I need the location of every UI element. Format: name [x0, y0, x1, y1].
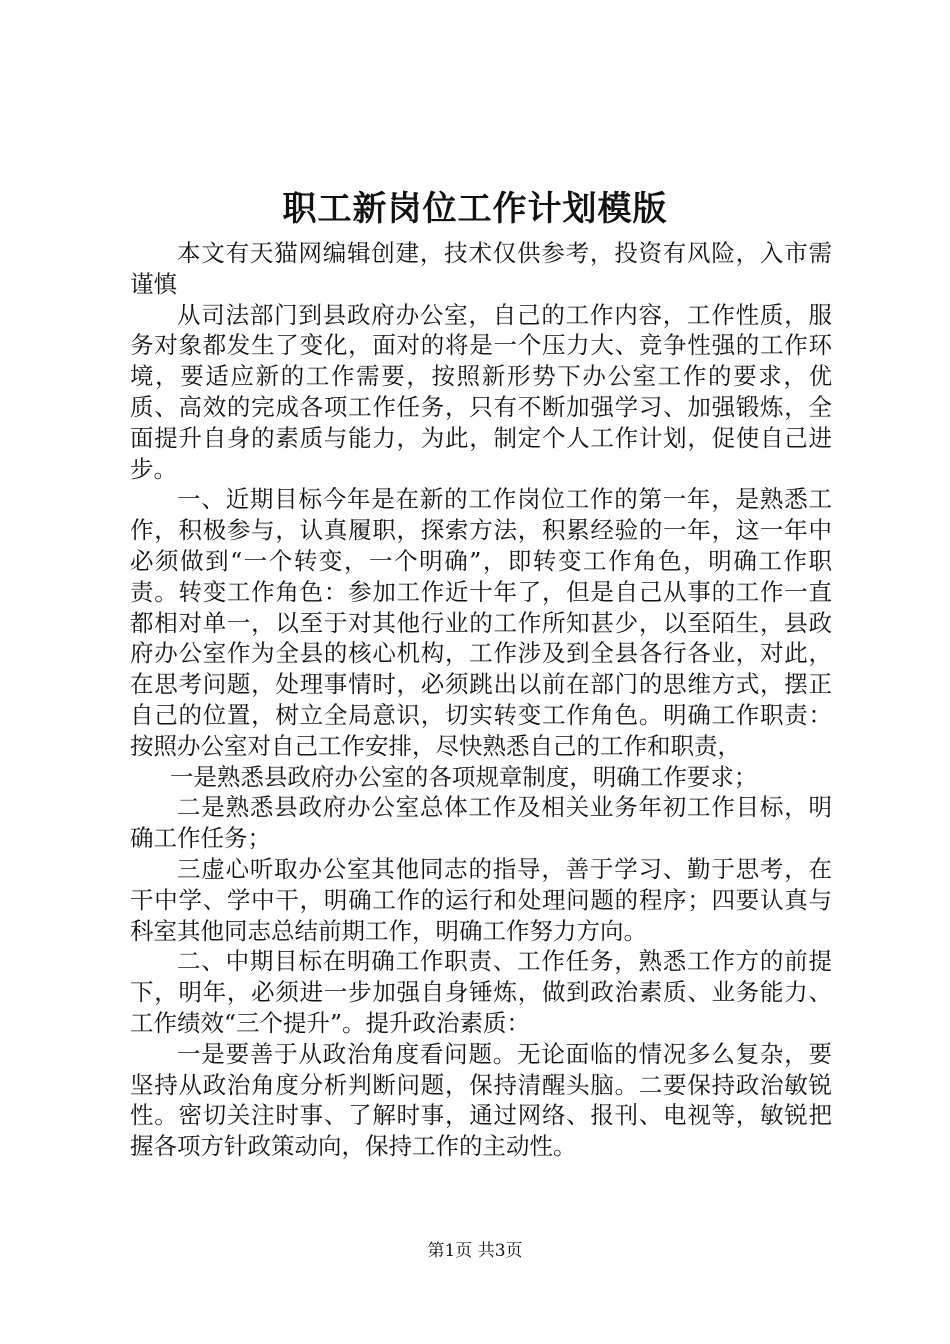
paragraph: 从司法部门到县政府办公室，自己的工作内容，工作性质，服务对象都发生了变化，面对的将是一个压力大、竞争性强的工作环境，要适应新的工作需要，按照新形势下办公室工作的要求，优质、高效的完成各项工作任务，只有不断加强学习、加强锻炼，全面提升自身的素质与能力，为此，制定个人工作计划，促使自己进步。 — [130, 300, 832, 483]
document-title: 职工新岗位工作计划模版 — [282, 189, 668, 229]
paragraph: 二、中期目标在明确工作职责、工作任务，熟悉工作方的前提下，明年，必须进一步加强自身锤炼，做到政治素质、业务能力、工作绩效“三个提升”。提升政治素质： — [130, 947, 832, 1037]
document-body — [130, 238, 832, 1162]
paragraph: 一是熟悉县政府办公室的各项规章制度，明确工作要求； — [169, 762, 758, 791]
page-footer: 第1页 共3页 — [427, 1241, 523, 1261]
paragraph: 一是要善于从政治角度看问题。无论面临的情况多么复杂，要坚持从政治角度分析判断问题，保持清醒头脑。二要保持政治敏锐性。密切关注时事、了解时事，通过网络、报刊、电视等，敏锐把握各项方针政策动向，保持工作的主动性。 — [130, 1039, 832, 1161]
paragraph: 本文有天猫网编辑创建，技术仅供参考，投资有风险，入市需谨慎 — [130, 239, 832, 298]
paragraph: 一、近期目标今年是在新的工作岗位工作的第一年，是熟悉工作，积极参与，认真履职，探索方法，积累经验的一年，这一年中必须做到“一个转变，一个明确”，即转变工作角色，明确工作职责。转变工作角色：参加工作近十年了，但是自己从事的工作一直都相对单一，以至于对其他行业的工作所知甚少，以至陌生，县政府办公室作为全县的核心机构，工作涉及到全县各行各业，对此，在思考问题，处理事情时，必须跳出以前在部门的思维方式，摆正自己的位置，树立全局意识，切实转变工作角色。明确工作职责：按照办公室对自己工作安排，尽快熟悉自己的工作和职责， — [130, 485, 832, 760]
paragraph: 二是熟悉县政府办公室总体工作及相关业务年初工作目标，明确工作任务； — [130, 793, 832, 853]
paragraph: 三虚心听取办公室其他同志的指导，善于学习、勤于思考，在干中学、学中干，明确工作的运行和处理问题的程序；四要认真与科室其他同志总结前期工作，明确工作努力方向。 — [130, 854, 832, 945]
